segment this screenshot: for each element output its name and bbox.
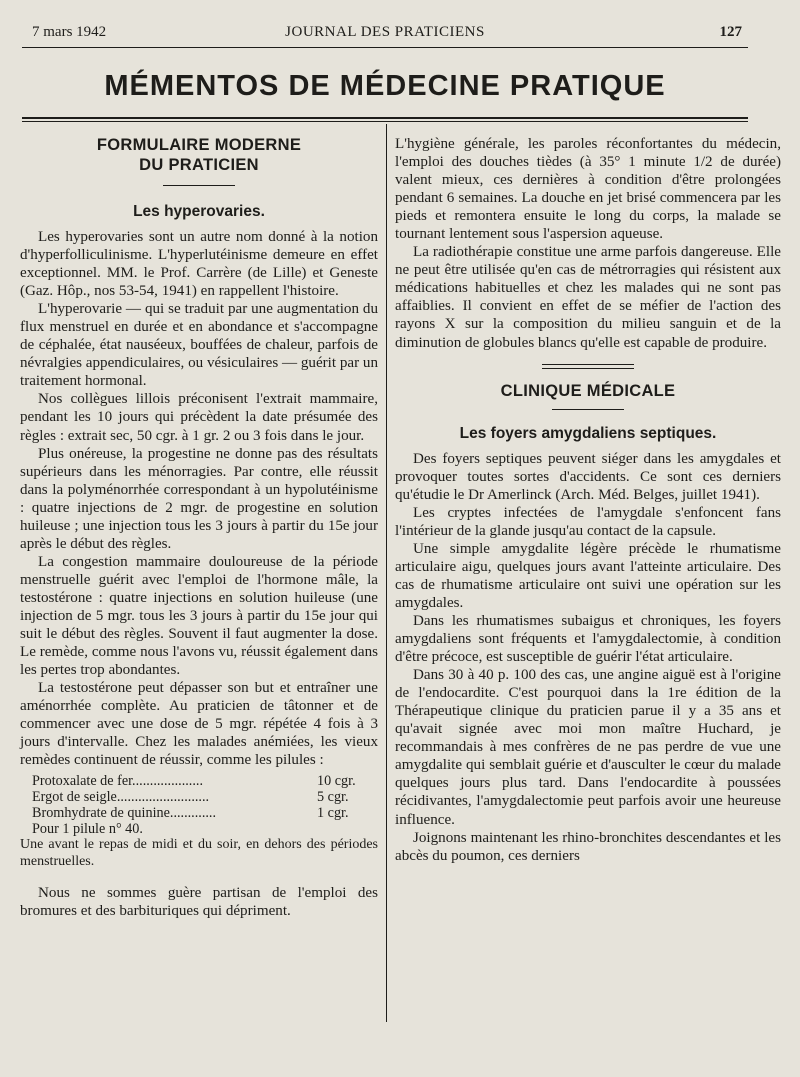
article-title-hyperovaries: Les hyperovaries. <box>133 203 265 220</box>
issue-date: 7 mars 1942 <box>32 24 107 40</box>
paragraph: Une simple amygdalite légère précède le rhumatisme articulaire aigu, quelques jours avant l'atteinte articulaire. Des cas de rhumatisme articulaire ont suivi une opération sur les amygdales. <box>395 540 781 611</box>
title-rule-top <box>22 117 748 119</box>
left-column <box>20 135 378 921</box>
column-divider <box>386 124 387 1022</box>
title-rule-bottom <box>22 121 748 122</box>
journal-name: JOURNAL DES PRATICIENS <box>285 24 485 40</box>
paragraph: Dans les rhumatismes subaigus et chroniques, les foyers amygdaliens sont fréquents et l'amygdalectomie, à condition d'être précoce, est susceptible de guérir l'état articulaire. <box>395 612 781 666</box>
paragraph: Dans 30 à 40 p. 100 des cas, une angine aiguë est à l'origine de l'endocardite. C'est pourquoi dans la 1re édition de la Thérapeutique clinique du praticien parue il y a 35 ans et qu'avait signée avec moi mon maître Huchard, je recommandais à mes confrères de ne pas perdre de vue une amygdalite qui semblait guérie et d'ausculter le cœur du malade quelques jours plus tard. Dans l'endocardite à poussées récidivantes, l'amygdalectomie peut parfois avoir une heureuse influence. <box>395 667 781 828</box>
paragraph: L'hyperovarie — qui se traduit par une augmentation du flux menstruel en durée et en abondance et s'accompagne de céphalée, état nauséeux, bouffées de chaleur, parfois de névralgies appendiculaires, ou vésiculaires — guérit par un traitement hormonal. <box>20 301 378 390</box>
paragraph: La congestion mammaire douloureuse de la période menstruelle guérit avec l'emploi de l'hormone mâle, la testostérone : quatre injections en solution huileuse (une injection de 5 mgr. tous les 3 jours à partir du 15e jour qui suit le début des règles. Souvent il faut augmenter la dose. Le remède, comme nous l'avons vu, réussit également dans les pertes trop abondantes. <box>20 553 378 679</box>
prescription-row: Bromhydrate de quinine............. 1 cgr. <box>32 805 349 822</box>
header-rule <box>22 47 748 48</box>
article-title-foyers: Les foyers amygdaliens septiques. <box>459 424 717 442</box>
section-title-clinique: CLINIQUE MÉDICALE <box>500 381 676 400</box>
paragraph: Les hyperovaries sont un autre nom donné à la notion d'hyperfolliculinisme. L'hyperlutéinisme demeure en effet exceptionnel. MM. le Prof. Carrère (de Lille) et Geneste (Gaz. Hôp., nos 53-54, 1941) en rappellent l'histoire. <box>20 229 378 300</box>
page-title: MÉMENTOS DE MÉDECINE PRATIQUE <box>104 70 666 102</box>
prescription-row: Protoxalate de fer.................... 10 cgr. <box>32 773 356 790</box>
prescription-block <box>32 773 362 837</box>
paragraph: L'hygiène générale, les paroles réconfortantes du médecin, l'emploi des douches tièdes (à 35° 1 minute 1/2 de durée) valent mieux, ces dernières à condition d'être prolongées pendant 6 semaines. La douche en jet brisé commencera par les pieds et remontera ensuite le long du corps, la malade se tournant lentement sous l'aspersion aqueuse. <box>395 136 781 243</box>
paragraph: Plus onéreuse, la progestine ne donne pas des résultats supérieurs dans les ménorragies. Par contre, elle réussit dans la polyménorrhée correspondant à un hypolutéinisme : quatre injections de 2 mgr. de progestine en solution huileuse ; une injection tous les 3 jours à partir du 15e jour après le début des règles. <box>20 445 378 552</box>
prescription-note: Une avant le repas de midi et du soir, en dehors des périodes menstruelles. <box>20 837 378 869</box>
section-separator <box>542 364 634 369</box>
right-column <box>395 135 781 865</box>
running-head <box>22 22 748 46</box>
paragraph: Les cryptes infectées de l'amygdale s'enfoncent fans l'intérieur de la glande jusqu'au contact de la capsule. <box>395 504 781 539</box>
paragraph: Nous ne sommes guère partisan de l'emploi des bromures et des barbituriques qui dépriment. <box>20 885 378 920</box>
paragraph: Nos collègues lillois préconisent l'extrait mammaire, pendant les 10 jours qui précèdent la date présumée des règles : extrait sec, 50 cgr. à 1 gr. 2 ou 3 fois dans le jour. <box>20 391 378 444</box>
section-title-line-2: DU PRATICIEN <box>139 156 259 174</box>
section-title-formulaire <box>20 135 378 175</box>
paragraph: La testostérone peut dépasser son but et entraîner une aménorrhée complète. Au praticien de tâtonner et de commencer avec une dose de 5 mgr. répétée 4 fois à 3 jours d'intervalle. Chez les malades anémiées, les vieux remèdes continuent de réussir, comme les pilules : <box>20 680 378 769</box>
prescription-pill-count: Pour 1 pilule n° 40. <box>32 821 143 838</box>
paragraph: Joignons maintenant les rhino-bronchites descendantes et les abcès du poumon, ces derniers <box>395 829 781 864</box>
section-divider <box>552 409 624 410</box>
paragraph: La radiothérapie constitue une arme parfois dangereuse. Elle ne peut être utilisée qu'en cas de métrorragies qui résistent aux médications habituelles et chez les malades qui ne sont pas affaiblies. Il convient en effet de se méfier de l'action des rayons X sur la composition du milieu sanguin et de la diminution de globules blancs qu'elle est capable de produire. <box>395 244 781 351</box>
paragraph: Des foyers septiques peuvent siéger dans les amygdales et provoquer toutes sortes d'accidents. Ce sont ces derniers qu'étudie le Dr Amerlinck (Arch. Méd. Belges, juillet 1941). <box>395 450 781 503</box>
prescription-row: Ergot de seigle.......................... 5 cgr. <box>32 789 349 806</box>
page-number: 127 <box>719 24 742 40</box>
section-title-line-1: FORMULAIRE MODERNE <box>96 136 302 154</box>
section-divider <box>163 185 235 186</box>
